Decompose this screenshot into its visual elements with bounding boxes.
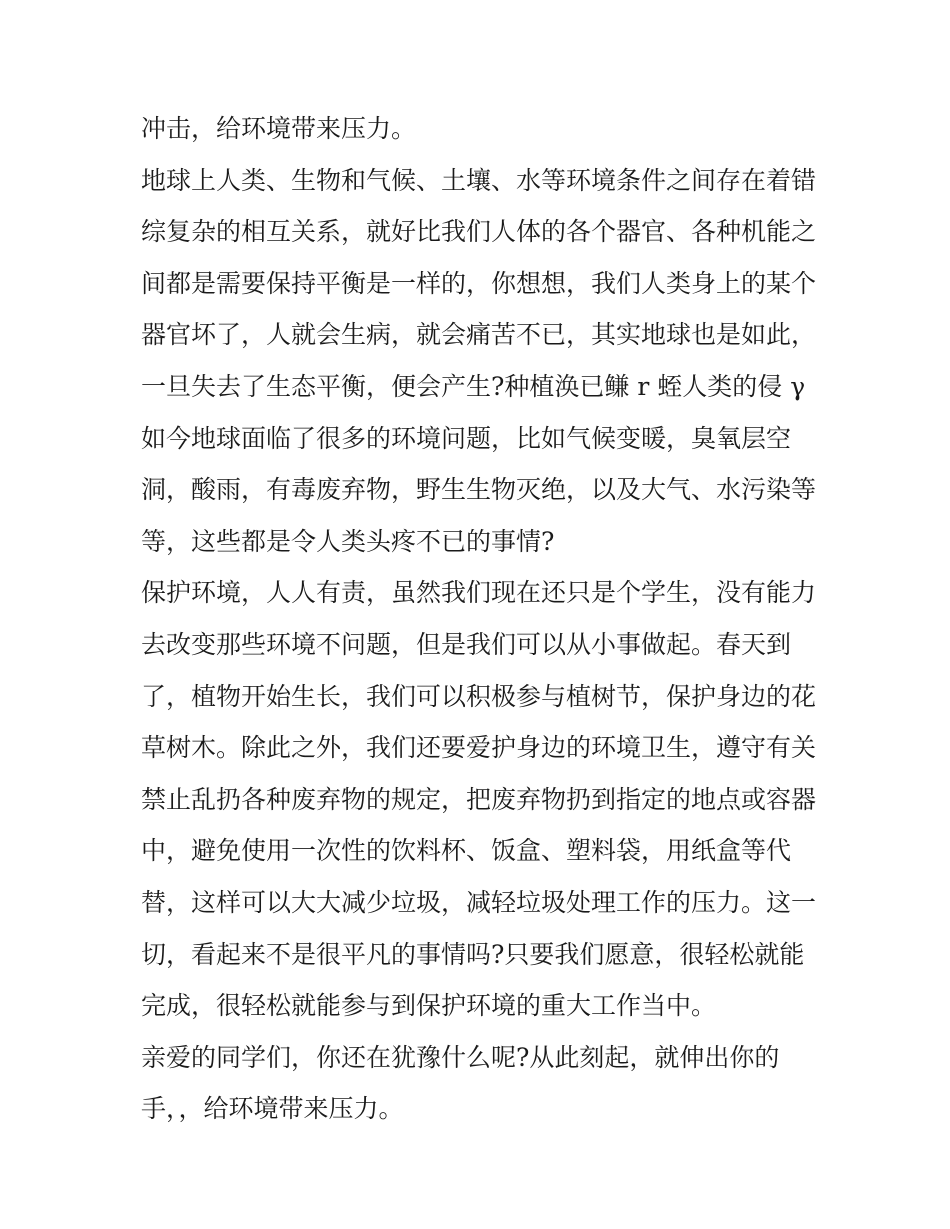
text-line: 亲爱的同学们，你还在犹豫什么呢?从此刻起，就伸出你的 — [141, 1042, 780, 1072]
text-line: 禁止乱扔各种废弃物的规定，把废弃物扔到指定的地点或容器 — [141, 784, 817, 814]
text-line: 草树木。除此之外，我们还要爱护身边的环境卫生，遵守有关 — [141, 733, 817, 763]
text-line: 等，这些都是令人类头疼不已的事情? — [141, 526, 555, 556]
text-line: 了，植物开始生长，我们可以积极参与植树节，保护身边的花 — [141, 681, 817, 711]
text-line: 保护环境，人人有责，虽然我们现在还只是个学生，没有能力 — [141, 578, 817, 608]
text-line: 手，，给环境带来压力。 — [141, 1094, 404, 1124]
text-line: 去改变那些环境不问题，但是我们可以从小事做起。春天到 — [141, 629, 792, 659]
text-line: 冲击，给环境带来压力。 — [141, 114, 417, 143]
text-line: 器官坏了，人就会生病，就会痛苦不已，其实地球也是如此， — [141, 320, 817, 350]
text-line: 完成，很轻松就能参与到保护环境的重大工作当中。 — [141, 991, 717, 1021]
text-line: 替，这样可以大大减少垃圾，减轻垃圾处理工作的压力。这一 — [141, 887, 817, 917]
document-body — [141, 103, 821, 1135]
text-line: 中，避免使用一次性的饮料杯、饭盒、塑料袋，用纸盒等代 — [141, 836, 792, 866]
text-line: 间都是需要保持平衡是一样的，你想想，我们人类身上的某个 — [141, 268, 817, 298]
text-line: 一旦失去了生态平衡，便会产生?种植涣已鳒 r 蛭人类的侵 γ — [141, 371, 806, 401]
text-line: 综复杂的相互关系，就好比我们人体的各个器官、各种机能之 — [141, 217, 817, 247]
text-line: 地球上人类、生物和气候、土壤、水等环境条件之间存在着错 — [141, 165, 817, 195]
text-line: 切，看起来不是很平凡的事情吗?只要我们愿意，很轻松就能 — [141, 939, 805, 969]
text-line: 如今地球面临了很多的环境问题，比如气候变暖，臭氧层空 — [141, 423, 792, 453]
text-line: 洞，酸雨，有毒废弃物，野生生物灭绝，以及大气、水污染等 — [141, 475, 817, 505]
